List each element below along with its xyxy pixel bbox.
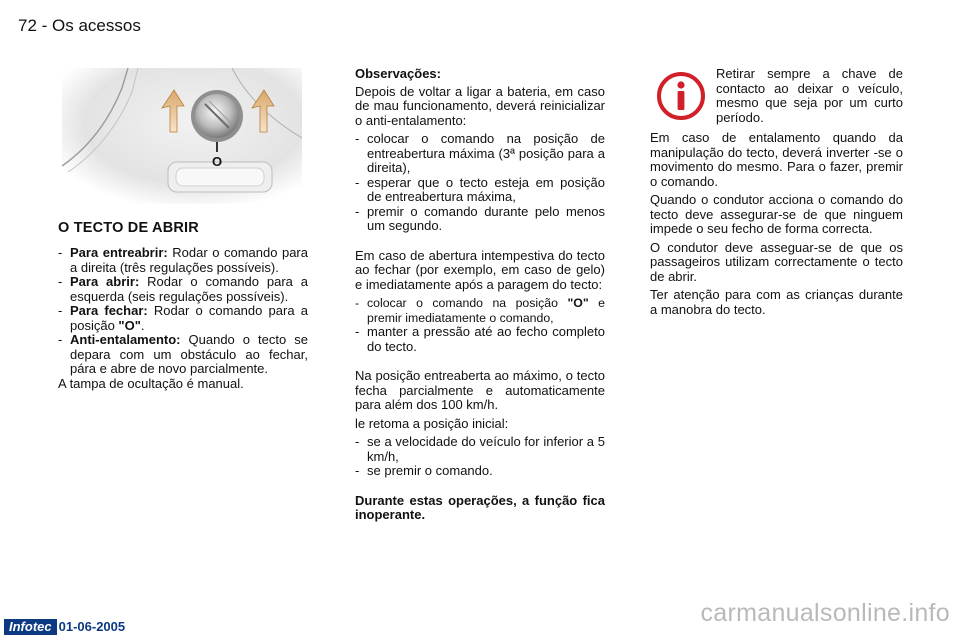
untimely-opening-steps: [355, 296, 605, 354]
info-icon: [655, 70, 707, 122]
list-item: - esperar que o tecto esteja em posição de entreabertura máxima,: [355, 174, 605, 204]
untimely-opening-intro: Em caso de abertura intempestiva do tecto ao fechar (por exemplo, em caso de gelo) e imediatamente após a paragem do tecto:: [355, 247, 605, 292]
sunroof-operations-list: [58, 246, 308, 377]
auto-return-text: le retoma a posição inicial:: [355, 415, 509, 431]
list-item: - Para abrir: Rodar o comando para a esquerda (seis regulações possíveis).: [58, 274, 308, 304]
position-o-label: O: [211, 154, 223, 169]
column-1: [58, 246, 308, 391]
watermark: carmanualsonline.info: [700, 599, 950, 627]
info-note: Retirar sempre a chave de contacto ao deixar o veículo, mesmo que seja por um curto período.: [716, 66, 903, 125]
operations-warning: Durante estas operações, a função fica inoperante.: [355, 492, 605, 522]
driver-check-paragraph: Quando o condutor acciona o comando do tecto deve assegurar-se de que ninguem impede o seu fecho de forma correcta.: [650, 192, 903, 236]
list-item: - se a velocidade do veículo for inferior a 5 km/h,: [355, 434, 605, 464]
children-paragraph: Ter atenção para com as crianças durante a manobra do tecto.: [650, 287, 903, 317]
entrapment-paragraph: Em caso de entalamento quando da manipulação do tecto, deverá inverter -se o movimento do mesmo. Para o fazer, premir o comando.: [650, 130, 903, 189]
infotec-logo: Infotec: [4, 619, 57, 635]
auto-close-intro: Na posição entreaberta ao máximo, o tecto fecha parcialmente e automaticamente para além dos 100 km/h.: [355, 368, 605, 412]
list-item: - Para entreabrir: Rodar o comando para a direita (três regulações possíveis).: [58, 245, 308, 275]
observations-intro: Depois de voltar a ligar a bateria, em caso de mau funcionamento, deverá reinicializar o anti-entalamento:: [355, 83, 605, 128]
list-item: - manter a pressão até ao fecho completo do tecto.: [355, 324, 605, 354]
list-item: - Para fechar: Rodar o comando para a posição "O".: [58, 303, 308, 333]
passengers-paragraph: O condutor deve asseguar-se de que os passageiros utilizam correctamente o tecto de abrir.: [650, 239, 903, 284]
list-item: - premir o comando durante pelo menos um segundo.: [355, 203, 605, 233]
list-item: - Anti-entalamento: Quando o tecto se depara com um obstáculo ao fechar, pára e abre de novo parcialmente.: [58, 332, 308, 376]
column-2: [355, 67, 605, 523]
sunroof-control-illustration: [62, 68, 302, 204]
list-item: - se premir o comando.: [355, 463, 493, 478]
footer-date: 01-06-2005: [58, 618, 126, 634]
list-item: - colocar o comando na posição "O" e premir imediatamente o comando,: [355, 296, 605, 325]
auto-return-conditions: [355, 435, 605, 479]
section-heading: O TECTO DE ABRIR: [58, 220, 199, 236]
reinit-steps-list: [355, 132, 605, 234]
footer-infotec: [4, 619, 125, 635]
observations-title: Observações:: [355, 66, 441, 81]
list-item: - colocar o comando na posição de entreabertura máxima (3ª posição para a direita),: [355, 131, 605, 175]
page-title: 72 - Os acessos: [18, 16, 141, 35]
cover-note: A tampa de ocultação é manual.: [58, 375, 244, 391]
